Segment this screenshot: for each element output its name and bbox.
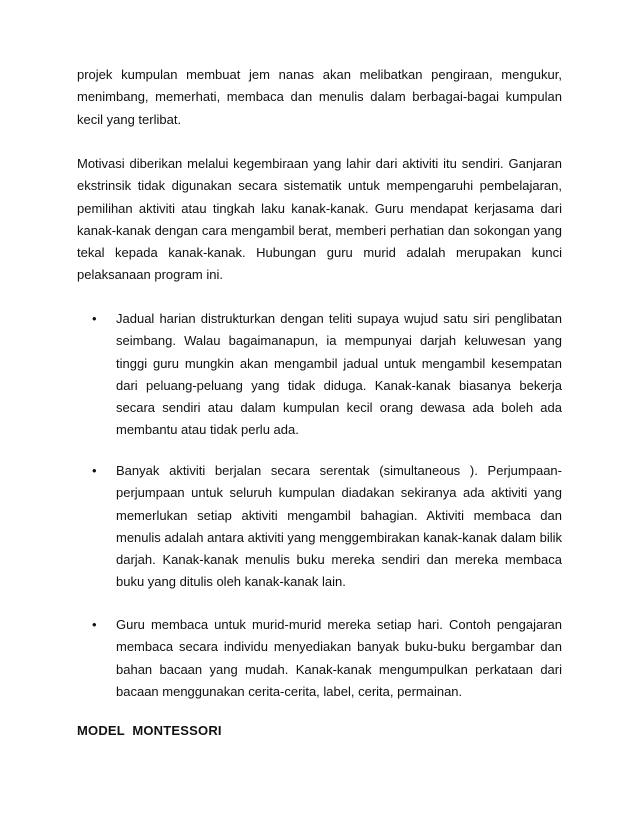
bullet-item-text: Guru membaca untuk murid-murid mereka setiap hari. Contoh pengajaran membaca secara individu menyediakan banyak buku-buku bergambar dan bahan bacaan yang mudah. Kanak-kanak mengumpulkan perkataan dari bacaan menggunakan cerita-cerita, label, cerita, permainan.	[116, 617, 562, 699]
bullet-item-text: Jadual harian distrukturkan dengan teliti supaya wujud satu siri penglibatan seimbang. Walau bagaimanapun, ia mempunyai darjah keluwesan yang tinggi guru mungkin akan mengambil jadual untuk mengambil kesempatan dari peluang-peluang yang tidak diduga. Kanak-kanak biasanya bekerja secara sendiri atau dalam kumpulan kecil orang dewasa ada boleh ada membantu atau tidak perlu ada.	[116, 311, 562, 438]
bullet-item-simultaneous-activities	[92, 460, 562, 594]
paragraph-project-activities: projek kumpulan membuat jem nanas akan melibatkan pengiraan, mengukur, menimbang, memerhati, membaca dan menulis dalam berbagai-bagai kumpulan kecil yang terlibat.	[77, 67, 562, 127]
bullet-icon: •	[92, 617, 97, 632]
section-heading: MODEL MONTESSORI	[77, 723, 222, 738]
bullet-icon: •	[92, 311, 97, 326]
bullet-icon: •	[92, 463, 97, 478]
paragraph-motivation: Motivasi diberikan melalui kegembiraan yang lahir dari aktiviti itu sendiri. Ganjaran ekstrinsik tidak digunakan secara sistematik untuk mempengaruhi pembelajaran, pemilihan aktiviti atau tingkah laku kanak-kanak. Guru mendapat kerjasama dari kanak-kanak dengan cara mengambil berat, memberi perhatian dan sokongan yang tekal kepada kanak-kanak. Hubungan guru murid adalah merupakan kunci pelaksanaan program ini.	[77, 156, 562, 283]
bullet-item-teacher-reading	[92, 614, 562, 703]
bullet-item-text: Banyak aktiviti berjalan secara serentak (simultaneous ). Perjumpaan-perjumpaan untuk seluruh kumpulan diadakan sekiranya ada aktiviti yang memerlukan setiap aktiviti mengambil bahagian. Aktiviti membaca dan menulis adalah antara aktiviti yang menggembirakan kanak-kanak dalam bilik darjah. Kanak-kanak menulis buku mereka sendiri dan mereka membaca buku yang ditulis oleh kanak-kanak lain.	[116, 463, 562, 590]
bullet-item-daily-schedule	[92, 308, 562, 442]
